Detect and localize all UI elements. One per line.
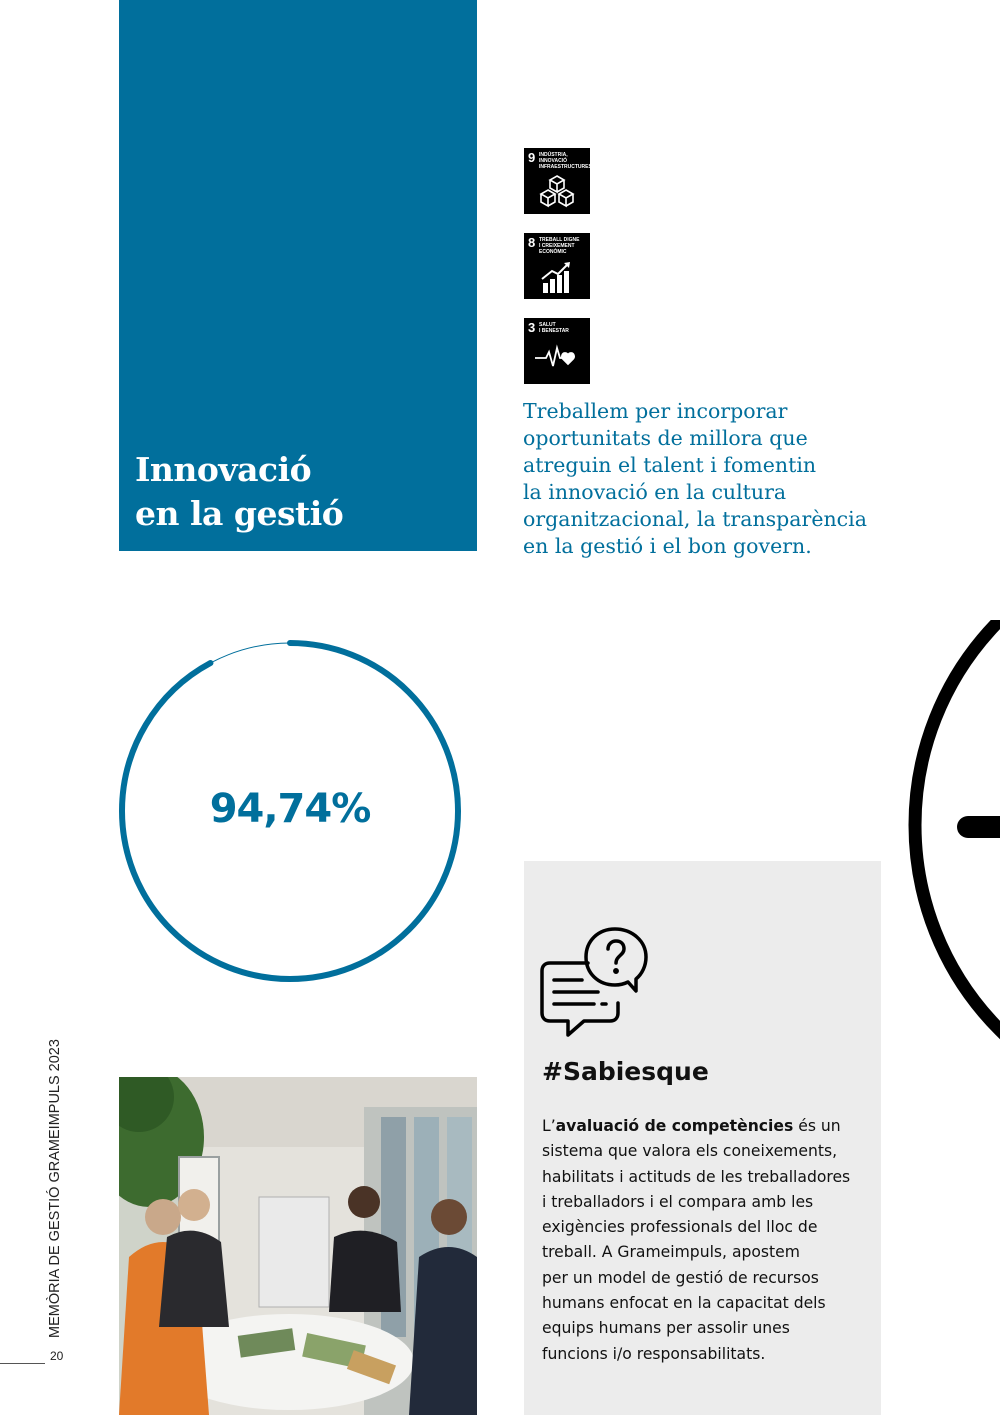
intro-paragraph (523, 398, 883, 560)
info-text-intro: L’ (542, 1117, 556, 1135)
info-line: exigències professionals del lloc de (542, 1218, 818, 1237)
sdg-9-tile (524, 148, 590, 214)
info-line-first (542, 1114, 882, 1139)
page-number: 20 (50, 1349, 64, 1363)
info-line: funcions i/o responsabilitats. (542, 1344, 766, 1363)
sdg-label: SALUT I BENESTAR (539, 322, 569, 334)
info-line: per un model de gestió de recursos (542, 1268, 819, 1287)
heartbeat-icon (534, 342, 576, 372)
sdg-number: 8 (528, 235, 536, 250)
info-box-text (542, 1114, 882, 1367)
sdg-3-tile (524, 318, 590, 384)
decorative-circle-icon (905, 620, 1000, 1040)
info-text-bold: avaluació de competències (555, 1117, 794, 1135)
sdg-label: TREBALL DIGNE I CREIXEMENT ECONÒMIC (539, 237, 580, 255)
intro-line: la innovació en la cultura (523, 480, 787, 504)
title-panel (119, 0, 477, 551)
percentage-gauge (118, 638, 468, 988)
sdg-8-tile (524, 233, 590, 299)
info-line: habilitats i actituds de les treballadores (542, 1167, 851, 1186)
intro-line: Treballem per incorporar (523, 399, 788, 423)
info-text-after-bold: és un (793, 1117, 841, 1135)
page-title-line-2: en la gestió (135, 494, 344, 533)
info-line: equips humans per assolir unes (542, 1319, 790, 1338)
did-you-know-box (524, 861, 881, 1415)
info-box-heading: #Sabiesque (542, 1057, 709, 1086)
document-side-label: MEMÒRIA DE GESTIÓ GRAMEIMPULS 2023 (47, 1039, 63, 1338)
chat-question-icon (540, 925, 652, 1037)
sdg-number: 3 (528, 320, 536, 335)
page-title (135, 448, 343, 536)
intro-line: atreguin el talent i fomentin (523, 453, 817, 477)
intro-line: en la gestió i el bon govern. (523, 534, 812, 558)
sdg-number: 9 (528, 150, 536, 165)
info-line: humans enfocat en la capacitat dels (542, 1294, 826, 1313)
page-number-rule (0, 1363, 45, 1364)
info-line: treball. A Grameimpuls, apostem (542, 1243, 800, 1262)
info-line: sistema que valora els coneixements, (542, 1142, 838, 1161)
meeting-photo (119, 1077, 477, 1415)
intro-line: organitzacional, la transparència (523, 507, 867, 531)
growth-chart-icon (538, 259, 576, 295)
intro-line: oportunitats de millora que (523, 426, 808, 450)
gauge-value: 94,74% (209, 786, 371, 832)
cubes-icon (538, 174, 576, 210)
page-title-line-1: Innovació (135, 450, 312, 489)
sdg-label: INDÚSTRIA, INNOVACIÓ INFRAESTRUCTURES (539, 152, 592, 170)
info-line: i treballadors i el compara amb les (542, 1192, 814, 1211)
